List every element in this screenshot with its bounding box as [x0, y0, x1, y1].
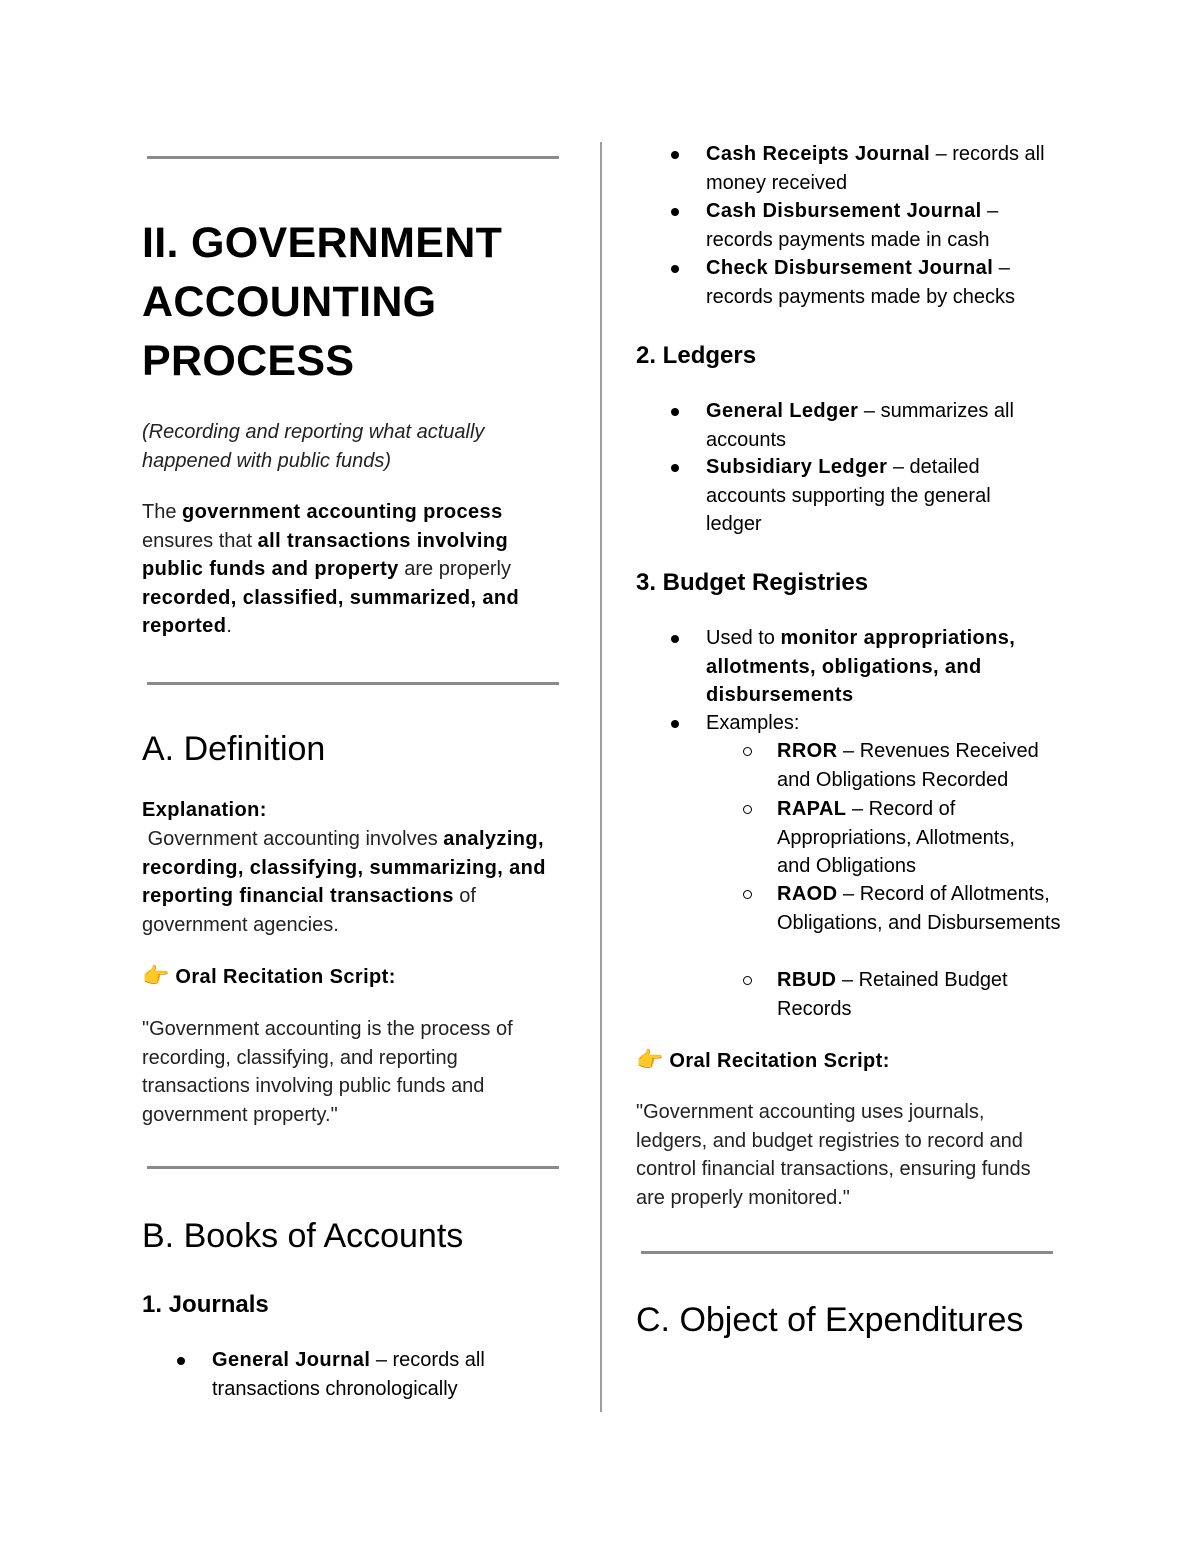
bullet-icon — [177, 1357, 185, 1365]
list-item: RAOD – Record of Allotments, Obligations, and Disbursements — [777, 880, 1062, 937]
list-item: General Ledger – summarizes all accounts — [706, 397, 1046, 454]
journals-heading: 1. Journals — [142, 1291, 269, 1318]
circle-bullet-icon — [743, 805, 752, 814]
bullet-icon — [671, 265, 679, 273]
horizontal-rule — [147, 156, 559, 159]
bullet-icon — [671, 408, 679, 416]
expenditures-heading: C. Object of Expenditures — [636, 1301, 1024, 1339]
bullet-icon — [671, 720, 679, 728]
registries-heading: 3. Budget Registries — [636, 569, 869, 596]
bullet-icon — [671, 464, 679, 472]
circle-bullet-icon — [743, 890, 752, 899]
ledgers-heading: 2. Ledgers — [636, 342, 757, 369]
list-item: Examples: — [706, 709, 1051, 738]
list-item: RBUD – Retained Budget Records — [777, 966, 1047, 1023]
bullet-icon — [671, 151, 679, 159]
list-item: General Journal – records all transactions chronologically — [212, 1346, 542, 1403]
oral-script-text: "Government accounting uses journals, ledgers, and budget registries to record and control financial transactions, ensuring funds are properly monitored." — [636, 1101, 1031, 1209]
books-heading: B. Books of Accounts — [142, 1217, 464, 1255]
list-item: Cash Disbursement Journal – records payments made in cash — [706, 197, 1051, 254]
list-item: RROR – Revenues Received and Obligations Recorded — [777, 737, 1067, 794]
horizontal-rule — [641, 1251, 1053, 1254]
list-item: Cash Receipts Journal – records all money received — [706, 140, 1051, 197]
horizontal-rule — [147, 1166, 559, 1169]
list-item: RAPAL – Record of Appropriations, Allotments, and Obligations — [777, 795, 1047, 881]
circle-bullet-icon — [743, 747, 752, 756]
oral-script-label: 👉 Oral Recitation Script: — [636, 1046, 1066, 1076]
explanation-text: Government accounting involves analyzing, recording, classifying, summarizing, and reporting financial transactions of government agencies. — [142, 828, 546, 936]
definition-heading: A. Definition — [142, 730, 326, 768]
list-item: Subsidiary Ledger – detailed accounts supporting the general ledger — [706, 453, 1026, 539]
oral-script-label: 👉 Oral Recitation Script: — [142, 962, 562, 992]
pointing-hand-icon: 👉 — [142, 963, 170, 988]
list-item: Used to monitor appropriations, allotments, obligations, and disbursements — [706, 624, 1051, 710]
intro-paragraph: The government accounting process ensures that all transactions involving public funds and property are properly recorded, classified, summarized, and reported. — [142, 501, 520, 637]
horizontal-rule — [147, 682, 559, 685]
subtitle: (Recording and reporting what actually happened with public funds) — [142, 421, 485, 472]
circle-bullet-icon — [743, 976, 752, 985]
pointing-hand-icon: 👉 — [636, 1047, 664, 1072]
column-divider — [600, 142, 602, 1412]
bullet-icon — [671, 635, 679, 643]
oral-script-text: "Government accounting is the process of recording, classifying, and reporting transactions involving public funds and government property." — [142, 1018, 513, 1126]
bullet-icon — [671, 208, 679, 216]
explanation-label: Explanation: — [142, 799, 267, 821]
list-item: Check Disbursement Journal – records payments made by checks — [706, 254, 1051, 311]
page-title: II. GOVERNMENT ACCOUNTING PROCESS — [142, 219, 503, 385]
